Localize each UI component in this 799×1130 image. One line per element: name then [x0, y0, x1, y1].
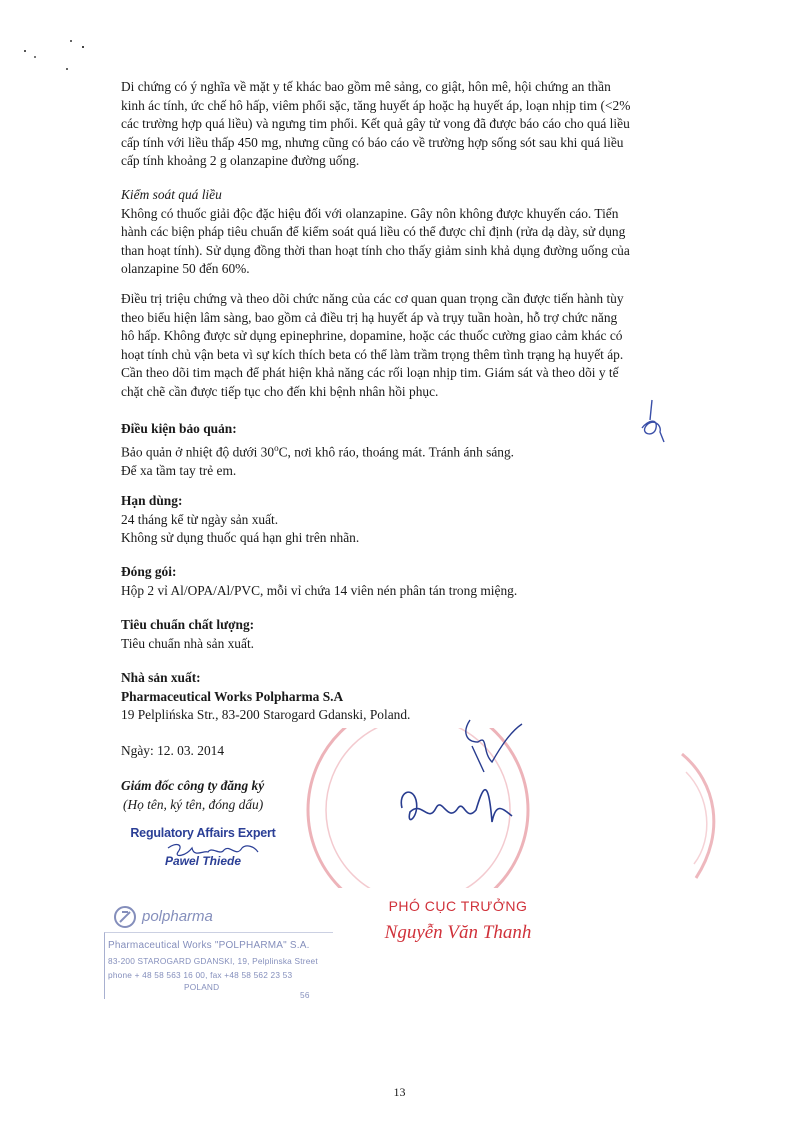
storage-text-a: Bảo quản ở nhiệt độ dưới 30	[121, 444, 275, 460]
text-line: Để xa tầm tay trẻ em.	[121, 462, 237, 478]
text-line: than hoạt tính). Sử dụng đồng thời than hoạt tính cho thấy giảm sinh khả dụng đường uống của	[121, 242, 630, 258]
issue-date: Ngày: 12. 03. 2014	[121, 743, 225, 758]
overdose-paragraph	[121, 78, 711, 171]
text-line: chặt chẽ cần được tiếp tục cho đến khi bệnh nhân hồi phục.	[121, 383, 439, 399]
packaging-section	[121, 563, 711, 600]
section-heading: Kiểm soát quá liều	[121, 187, 222, 202]
company-stamp	[104, 900, 336, 1000]
storage-section	[121, 420, 711, 480]
deputy-name: Nguyễn Văn Thanh	[384, 922, 532, 943]
signatory-title: Giám đốc công ty đăng ký	[121, 778, 265, 793]
deputy-director-stamp	[358, 898, 558, 944]
quality-section	[121, 616, 711, 653]
degree-sup: o	[274, 442, 279, 453]
section-heading: Nhà sản xuất:	[121, 670, 201, 685]
text-line: Tiêu chuẩn nhà sản xuất.	[121, 635, 255, 651]
text-line: Không có thuốc giải độc đặc hiệu đối với olanzapine. Gây nôn không được khuyến cáo. Tiến	[121, 205, 619, 221]
text-line: cấp tính với liều thấp 450 mg, nhưng cũng có báo cáo về trường hợp sống sót sau khi quá liều	[121, 134, 624, 150]
text-line: Điều trị triệu chứng và theo dõi chức năng của các cơ quan quan trọng cần được tiến hành tùy	[121, 291, 624, 306]
stamp-line: POLAND	[184, 982, 220, 992]
symptomatic-treatment-paragraph	[121, 290, 711, 402]
stamp-line: phone + 48 58 563 16 00, fax +48 58 562 23 53	[108, 970, 293, 980]
stamp-line: 56	[300, 990, 310, 1000]
text-line: Hộp 2 vỉ Al/OPA/Al/PVC, mỗi vỉ chứa 14 viên nén phân tán trong miệng.	[121, 582, 518, 598]
manufacturer-name: Pharmaceutical Works Polpharma S.A	[121, 688, 344, 704]
seal-right-fragment	[676, 752, 736, 882]
text-line: hoạt tính chủ vận beta vì sự kích thích beta có thể làm trầm trọng thêm tình trạng hạ huyết áp.	[121, 346, 624, 362]
stamp-line: Pharmaceutical Works "POLPHARMA" S.A.	[108, 940, 310, 951]
text-line: hô hấp. Không được sử dụng epinephrine, dopamine, hoặc các thuốc cường giao cảm khác có	[121, 328, 623, 344]
section-heading: Điều kiện bảo quản:	[121, 421, 237, 436]
deputy-title: PHÓ CỤC TRƯỞNG	[388, 898, 528, 914]
text-line: theo biểu hiện lâm sàng, bao gồm cả điều trị hạ huyết áp và trụy tuần hoàn, hỗ trợ chức năng	[121, 309, 618, 325]
text-line: 24 tháng kể từ ngày sản xuất.	[121, 511, 279, 527]
stamp-name: Pawel Thiede	[164, 854, 242, 868]
text-line: các trường hợp quá liều) và ngưng tim phổi. Kết quả gây tử vong đã được báo cáo cho quá liều	[121, 116, 630, 132]
director-signature	[392, 712, 532, 842]
section-heading: Đóng gói:	[121, 564, 177, 579]
section-heading: Hạn dùng:	[121, 493, 183, 508]
text-line: Cần theo dõi tim mạch để phát hiện khả năng các rối loạn nhịp tim. Giám sát và theo dõi y tế	[121, 365, 619, 381]
text-line: hành các biện pháp tiêu chuẩn để kiểm soát quá liều có thể được chỉ định (rửa dạ dày, sử dụng	[121, 224, 626, 240]
polpharma-logo-icon	[110, 902, 140, 932]
page-number: 13	[393, 1085, 406, 1099]
text-line: Không sử dụng thuốc quá hạn ghi trên nhãn.	[121, 530, 360, 546]
regulatory-affairs-stamp	[128, 826, 278, 868]
scan-specks	[20, 38, 90, 78]
storage-text-b: C, nơi khô ráo, thoáng mát. Tránh ánh sáng.	[278, 444, 515, 460]
text-line	[121, 439, 711, 462]
stamp-line: 83-200 STAROGARD GDANSKI, 19, Pelplinska Street	[108, 956, 318, 966]
manufacturer-address: 19 Pelplińska Str., 83-200 Starogard Gdanski, Poland.	[121, 707, 411, 723]
signatory-subtitle: (Họ tên, ký tên, đóng dấu)	[123, 796, 264, 812]
text-line: Di chứng có ý nghĩa về mặt y tế khác bao gồm mê sảng, co giật, hôn mê, hội chứng an thần	[121, 79, 611, 94]
text-line: olanzapine 50 đến 60%.	[121, 261, 250, 277]
text-line: cấp tính khoảng 2 g olanzapine đường uống.	[121, 153, 360, 169]
overdose-control-section	[121, 186, 711, 279]
stamp-role: Regulatory Affairs Expert	[130, 826, 276, 840]
polpharma-logo-text: polpharma	[142, 908, 213, 925]
stamp-border	[104, 932, 333, 999]
expert-signature	[164, 840, 264, 862]
section-heading: Tiêu chuẩn chất lượng:	[121, 617, 255, 632]
shelf-life-section	[121, 492, 711, 548]
text-line: kinh ác tính, ức chế hô hấp, viêm phổi sặc, tăng huyết áp hoặc hạ huyết áp, loạn nhịp tim (<2%	[121, 97, 631, 113]
